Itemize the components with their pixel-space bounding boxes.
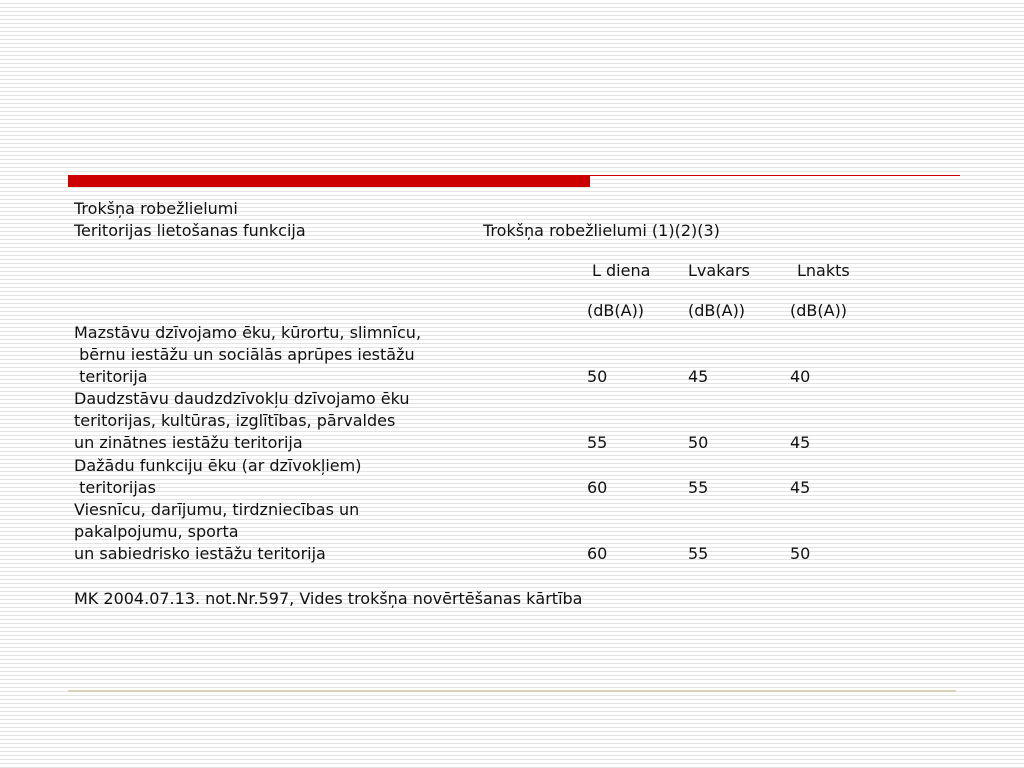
column-header-function: Teritorijas lietošanas funkcija: [74, 221, 306, 240]
table-row-3-vakars: 55: [688, 478, 709, 497]
table-row-4-label-line-2: pakalpojumu, sporta: [74, 522, 239, 541]
table-row-2-label-line-2: teritorijas, kultūras, izglītības, pārvaldes: [74, 411, 396, 430]
table-row-4-label-line-3: un sabiedrisko iestāžu teritorija: [74, 544, 326, 563]
table-row-1-diena: 50: [587, 367, 608, 386]
table-row-1-nakts: 40: [790, 367, 811, 386]
title-accent-bar: [68, 175, 590, 187]
table-row-3-diena: 60: [587, 478, 608, 497]
table-row-2-diena: 55: [587, 433, 608, 452]
column-header-l-nakts: Lnakts: [797, 261, 850, 280]
unit-label-vakars: (dB(A)): [688, 301, 746, 320]
table-row-3-label-line-2: teritorijas: [74, 478, 156, 497]
column-header-limits: Trokšņa robežlielumi (1)(2)(3): [483, 221, 720, 240]
table-row-1-label-line-2: bērnu iestāžu un sociālās aprūpes iestāžu: [74, 345, 415, 364]
table-row-2-vakars: 50: [688, 433, 709, 452]
table-row-3-nakts: 45: [790, 478, 811, 497]
footer-divider: [68, 690, 956, 692]
table-row-4-label-line-1: Viesnīcu, darījumu, tirdzniecības un: [74, 500, 360, 519]
table-row-1-label-line-1: Mazstāvu dzīvojamo ēku, kūrortu, slimnīcu,: [74, 323, 422, 342]
table-row-4-vakars: 55: [688, 544, 709, 563]
table-row-2-label-line-3: un zinātnes iestāžu teritorija: [74, 433, 303, 452]
column-header-l-diena: L diena: [592, 261, 651, 280]
table-row-4-diena: 60: [587, 544, 608, 563]
table-row-2-nakts: 45: [790, 433, 811, 452]
slide-title: Trokšņa robežlielumi: [74, 199, 238, 218]
column-header-l-vakars: Lvakars: [688, 261, 750, 280]
title-accent-line: [590, 175, 960, 176]
table-row-3-label-line-1: Dažādu funkciju ēku (ar dzīvokļiem): [74, 456, 362, 475]
table-row-1-vakars: 45: [688, 367, 709, 386]
unit-label-nakts: (dB(A)): [790, 301, 848, 320]
table-row-1-label-line-3: teritorija: [74, 367, 148, 386]
source-citation: MK 2004.07.13. not.Nr.597, Vides trokšņa novērtēšanas kārtība: [74, 589, 583, 608]
table-row-2-label-line-1: Daudzstāvu daudzdzīvokļu dzīvojamo ēku: [74, 389, 410, 408]
unit-label-diena: (dB(A)): [587, 301, 645, 320]
table-row-4-nakts: 50: [790, 544, 811, 563]
